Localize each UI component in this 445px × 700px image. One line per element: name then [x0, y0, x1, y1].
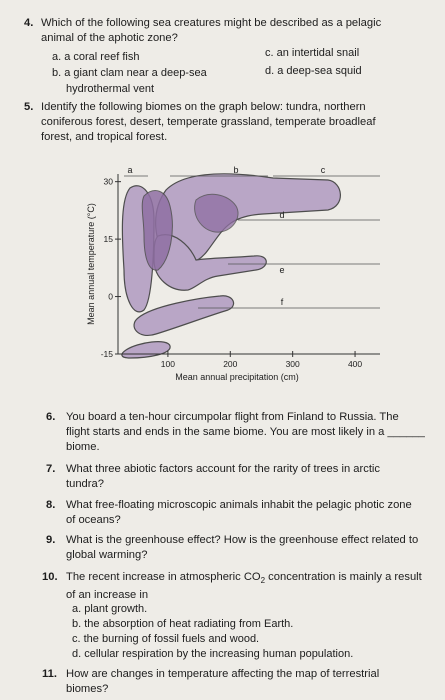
- region-label-a: a: [127, 165, 133, 175]
- x-axis-label: Mean annual precipitation (cm): [175, 372, 299, 382]
- x-tick-label: 100: [160, 359, 175, 369]
- question-text: The recent increase in atmospheric $CO_2$ concentration is mainly a result of an increase in: [66, 571, 422, 602]
- region-label-b: b: [233, 165, 239, 175]
- option-4c: c. an intertidal snail: [265, 47, 360, 59]
- question-number: 5.: [24, 101, 34, 113]
- question-text: Which of the following sea creatures might be described as a pelagic animal of the aphotic zone?: [41, 17, 382, 44]
- question-text: What free-floating microscopic animals inhabit the pelagic photic zone of oceans?: [66, 499, 412, 526]
- question-text: Identify the following biomes on the graph below: tundra, northern coniferous forest, desert, temperate grassland, temperate broadleaf forest, and tropical forest.: [41, 101, 376, 143]
- region-tundra: [122, 342, 170, 358]
- y-tick-label: -15: [100, 349, 113, 359]
- region-label-e: e: [279, 265, 285, 275]
- question-number: 6.: [46, 411, 56, 423]
- question-text: You board a ten-hour circumpolar flight from Finland to Russia. The flight starts and ends in the same biome. You are most likely in a ______ biome.: [66, 411, 425, 453]
- question-text: What three abiotic factors account for the rarity of trees in arctic tundra?: [66, 463, 381, 490]
- option-4b-continued: hydrothermal vent: [66, 83, 155, 95]
- x-tick-label: 300: [285, 359, 300, 369]
- x-tick-label: 200: [223, 359, 238, 369]
- y-tick-label: 0: [108, 291, 113, 302]
- option-10a: a. plant growth.: [72, 603, 148, 615]
- question-number: 7.: [46, 463, 56, 475]
- question-text: How are changes in temperature affecting the map of terrestrial biomes?: [66, 668, 380, 695]
- region-northern-coniferous-forest: [134, 296, 234, 336]
- region-label-d: d: [279, 210, 285, 220]
- x-tick-label: 400: [347, 359, 363, 369]
- y-axis-label: Mean annual temperature (°C): [86, 203, 96, 325]
- question-number: 10.: [42, 571, 58, 583]
- question-number: 11.: [42, 668, 57, 680]
- option-4d: d. a deep-sea squid: [265, 65, 362, 77]
- option-4b: b. a giant clam near a deep-sea: [52, 67, 207, 79]
- biome-graph: [58, 160, 388, 392]
- question-number: 4.: [24, 17, 34, 29]
- option-10c: c. the burning of fossil fuels and wood.: [72, 633, 260, 645]
- option-10b: b. the absorption of heat radiating from Earth.: [72, 618, 294, 630]
- option-10d: d. cellular respiration by the increasing human population.: [72, 648, 354, 660]
- y-tick-label: 15: [103, 234, 113, 245]
- question-number: 8.: [46, 499, 56, 511]
- region-label-f: f: [280, 297, 284, 307]
- option-4a: a. a coral reef fish: [52, 51, 140, 63]
- biome-chart-svg: [58, 160, 388, 392]
- question-text: What is the greenhouse effect? How is the greenhouse effect related to global warming?: [66, 534, 419, 561]
- region-label-c: c: [320, 165, 326, 175]
- question-number: 9.: [46, 534, 56, 546]
- y-tick-label: 30: [103, 176, 113, 187]
